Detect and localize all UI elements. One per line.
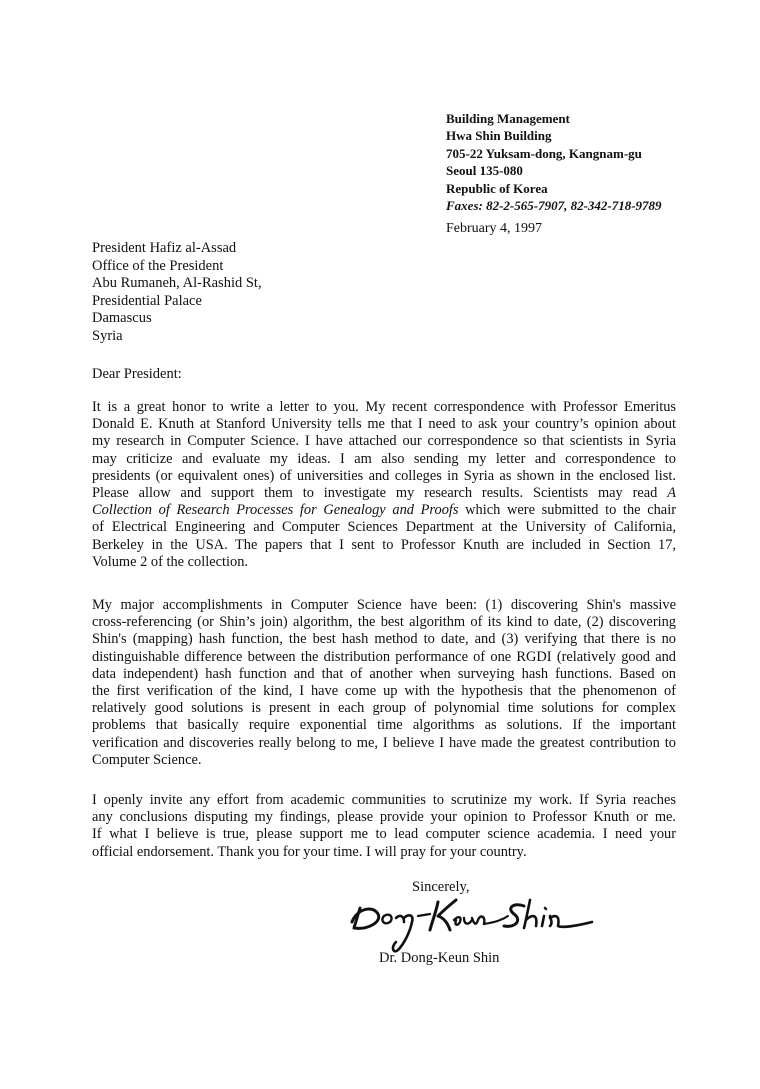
body-paragraph-2	[92, 597, 676, 769]
text-line: of Electrical Engineering and Computer Sciences Department at the University of California,	[92, 519, 676, 536]
handwritten-signature	[346, 892, 606, 954]
recipient-address-block	[92, 240, 262, 346]
sender-line: Hwa Shin Building	[446, 128, 552, 144]
text-line: problems that basically require exponential time algorithms as solutions. If the important	[92, 717, 676, 734]
body-paragraph-3	[92, 792, 676, 861]
body-paragraph-1	[92, 399, 676, 571]
recipient-line: Damascus	[92, 310, 152, 327]
text-line: cross-referencing (or Shin’s join) algorithm, the best algorithm of its kind to date, (2) discovering	[92, 614, 676, 631]
text-line: relatively good solutions is present in each group of polynomial time solutions for complex	[92, 700, 676, 717]
text-line: If what I believe is true, please support me to lead computer science academia. I need your	[92, 826, 676, 843]
text-line: Donald E. Knuth at Stanford University tells me that I need to ask your country’s opinion about	[92, 416, 676, 433]
sender-line: Seoul 135-080	[446, 163, 523, 179]
recipient-line: Syria	[92, 327, 123, 344]
sender-line: Republic of Korea	[446, 180, 548, 196]
text-line: Berkeley in the USA. The papers that I sent to Professor Knuth are included in Section 17,	[92, 536, 676, 553]
sender-address-block	[446, 110, 662, 214]
text-segment: which were submitted to the chair	[458, 502, 676, 519]
sender-faxes: Faxes: 82-2-565-7907, 82-342-718-9789	[446, 198, 662, 214]
text-line: any conclusions disputing my findings, please provide your opinion to Professor Knuth or me.	[92, 809, 676, 826]
letter-date: February 4, 1997	[446, 221, 543, 236]
salutation: Dear President:	[92, 366, 182, 382]
sender-line: Building Management	[446, 111, 570, 126]
text-line: My major accomplishments in Computer Science have been: (1) discovering Shin's massive	[92, 597, 676, 613]
text-line: Computer Science.	[92, 751, 202, 768]
text-line: I openly invite any effort from academic communities to scrutinize my work. If Syria reaches	[92, 792, 676, 808]
text-line: my research in Computer Science. I have attached our correspondence so that scientists in Syria	[92, 433, 676, 450]
book-title-start: A	[667, 484, 676, 501]
sender-line: 705-22 Yuksam-dong, Kangnam-gu	[446, 145, 642, 161]
recipient-line: Abu Rumaneh, Al-Rashid St,	[92, 275, 262, 292]
signer-name: Dr. Dong-Keun Shin	[379, 950, 500, 966]
book-title: Collection of Research Processes for Genealogy and Proofs	[92, 502, 459, 519]
text-line	[92, 485, 676, 502]
text-line: data independent) hash function and that of another when surveying hash functions. Based on	[92, 665, 676, 682]
text-line: distinguishable difference between the distribution performance of one RGDI (relatively good and	[92, 648, 676, 665]
text-line	[92, 502, 676, 519]
text-line: may criticize and evaluate my ideas. I am also sending my letter and correspondence to	[92, 450, 676, 467]
text-line: presidents (or equivalent ones) of universities and colleges in Syria as shown in the enclosed list.	[92, 467, 676, 484]
text-line: official endorsement. Thank you for your time. I will pray for your country.	[92, 843, 527, 860]
text-line: verification and discoveries really belong to me, I believe I have made the greatest contribution to	[92, 734, 676, 751]
recipient-line: President Hafiz al-Assad	[92, 240, 237, 256]
recipient-line: Presidential Palace	[92, 292, 202, 309]
text-line: the first verification of the kind, I have come up with the hypothesis that the phenomenon of	[92, 682, 676, 699]
closing: Sincerely,	[412, 879, 470, 895]
text-line: Shin's (mapping) hash function, the best hash method to date, and (3) verifying that there is no	[92, 631, 676, 648]
text-segment: Please allow and support them to investigate my research results. Scientists may read	[92, 484, 668, 501]
recipient-line: Office of the President	[92, 257, 224, 274]
text-line: Volume 2 of the collection.	[92, 553, 248, 570]
text-line: It is a great honor to write a letter to you. My recent correspondence with Professor Emeritus	[92, 399, 676, 415]
